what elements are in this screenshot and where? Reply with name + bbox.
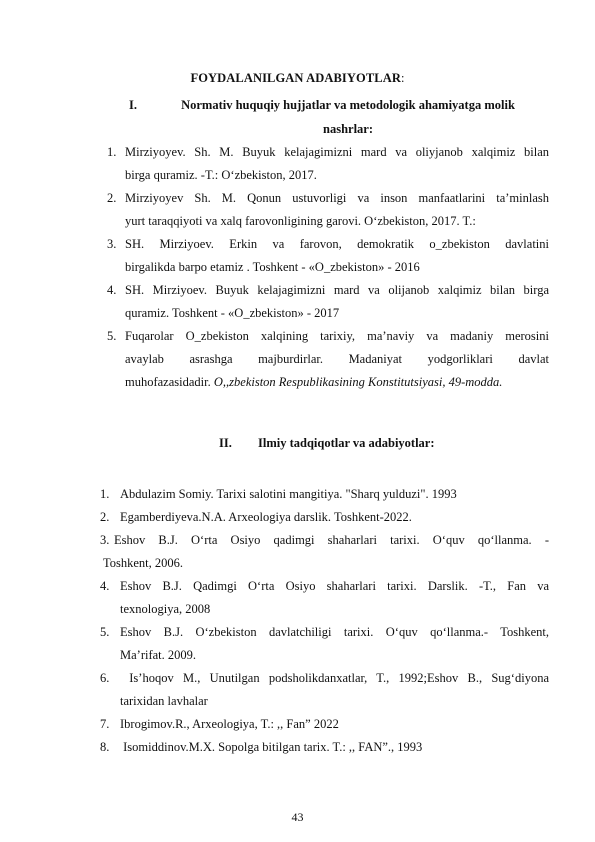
section-2-number: II. (219, 436, 232, 450)
title-colon: : (400, 71, 405, 85)
list-item (107, 279, 549, 325)
item-line: SH. Mirziyoev. Erkin va farovon, demokratik o_zbekiston davlatini (125, 237, 549, 251)
item-number: 1. (107, 145, 117, 159)
item-line: birga quramiz. -T.: O‘zbekiston, 2017. (125, 168, 317, 182)
item-number: 5. (107, 329, 117, 343)
item-line: Egamberdiyeva.N.A. Arxeologiya darslik. Toshkent-2022. (120, 510, 412, 524)
item-number: 3. (100, 533, 110, 547)
list-item (100, 667, 549, 713)
item-line: yurt taraqqiyoti va xalq farovonligining garovi. O‘zbekiston, 2017. T.: (125, 214, 476, 228)
item-line: Toshkent, 2006. (103, 556, 184, 570)
list-item (100, 736, 549, 759)
list-item (107, 141, 549, 187)
item-line: Ibrogimov.R., Arxeologiya, T.: ,, Fan” 2022 (120, 717, 339, 731)
page-title (0, 71, 595, 86)
item-line: birgalikda barpo etamiz . Toshkent - «O_zbekiston» - 2016 (125, 260, 420, 274)
item-number: 3. (107, 237, 117, 251)
constitution-citation: O,,zbekiston Respublikasining Konstitutsiyasi, 49-modda. (213, 375, 503, 389)
list-item (107, 233, 549, 279)
item-line: Eshov B.J. Qadimgi O‘rta Osiyo shaharlari tarixi. Darslik. -T., Fan va (120, 579, 549, 593)
title-text: FOYDALANILGAN ADABIYOTLAR (190, 71, 401, 85)
section-1-number: I. (129, 98, 137, 112)
item-line-text: muhofazasidadir. (125, 375, 211, 389)
list-item (100, 621, 549, 667)
item-line: avaylab asrashga majburdirlar. Madaniyat yodgorliklari davlat (125, 352, 549, 366)
item-line: quramiz. Toshkent - «O_zbekiston» - 2017 (125, 306, 340, 320)
item-line: Fuqarolar O_zbekiston xalqining tarixiy, ma’naviy va madaniy merosini (125, 329, 549, 343)
item-line: Isomiddinov.M.X. Sopolga bitilgan tarix. T.: ,, FAN”., 1993 (120, 740, 423, 754)
item-line: Ma’rifat. 2009. (120, 648, 197, 662)
section-1-heading-line-2: nashrlar: (323, 122, 373, 136)
page-number: 43 (291, 810, 304, 824)
section-1-heading (0, 93, 595, 143)
item-number: 7. (100, 717, 110, 731)
list-item (107, 325, 549, 395)
section-2-heading (0, 431, 595, 455)
item-line: SH. Mirziyoev. Buyuk kelajagimizni mard va olijanob xalqimiz bilan birga (125, 283, 549, 297)
item-number: 4. (100, 579, 110, 593)
section-2-heading-text: Ilmiy tadqiqotlar va adabiyotlar: (258, 436, 435, 450)
item-number: 6. (100, 671, 110, 685)
list-item (100, 483, 549, 506)
item-line: Eshov B.J. O‘zbekiston davlatchiligi tarixi. O‘quv qo‘llanma.- Toshkent, (120, 625, 549, 639)
item-number: 8. (100, 740, 110, 754)
item-line: tarixidan lavhalar (120, 694, 208, 708)
list-item (107, 187, 549, 233)
item-number: 5. (100, 625, 110, 639)
item-line: Eshov B.J. O‘rta Osiyo qadimgi shaharlari tarixi. O‘quv qo‘llanma. - (114, 533, 549, 547)
item-line: Is’hoqov M., Unutilgan podsholikdanxatlar, T., 1992;Eshov B., Sug‘diyona (120, 671, 549, 685)
list-item (100, 506, 549, 529)
item-number: 4. (107, 283, 117, 297)
item-number: 2. (100, 510, 110, 524)
item-line (125, 371, 549, 394)
item-line: texnologiya, 2008 (120, 602, 211, 616)
list-item (100, 529, 549, 575)
item-line: Mirziyoyev Sh. M. Qonun ustuvorligi va inson manfaatlarini ta’minlash (125, 191, 549, 205)
list-item (100, 575, 549, 621)
item-line: Mirziyoyev. Sh. M. Buyuk kelajagimizni mard va oliyjanob xalqimiz bilan (125, 145, 549, 159)
item-number: 1. (100, 487, 110, 501)
item-number: 2. (107, 191, 117, 205)
list-item (100, 713, 549, 736)
section-1-heading-line-1: Normativ huquqiy hujjatlar va metodologik ahamiyatga molik (181, 98, 515, 112)
item-line: Abdulazim Somiy. Tarixi salotini mangitiya. "Sharq yulduzi". 1993 (120, 487, 457, 501)
